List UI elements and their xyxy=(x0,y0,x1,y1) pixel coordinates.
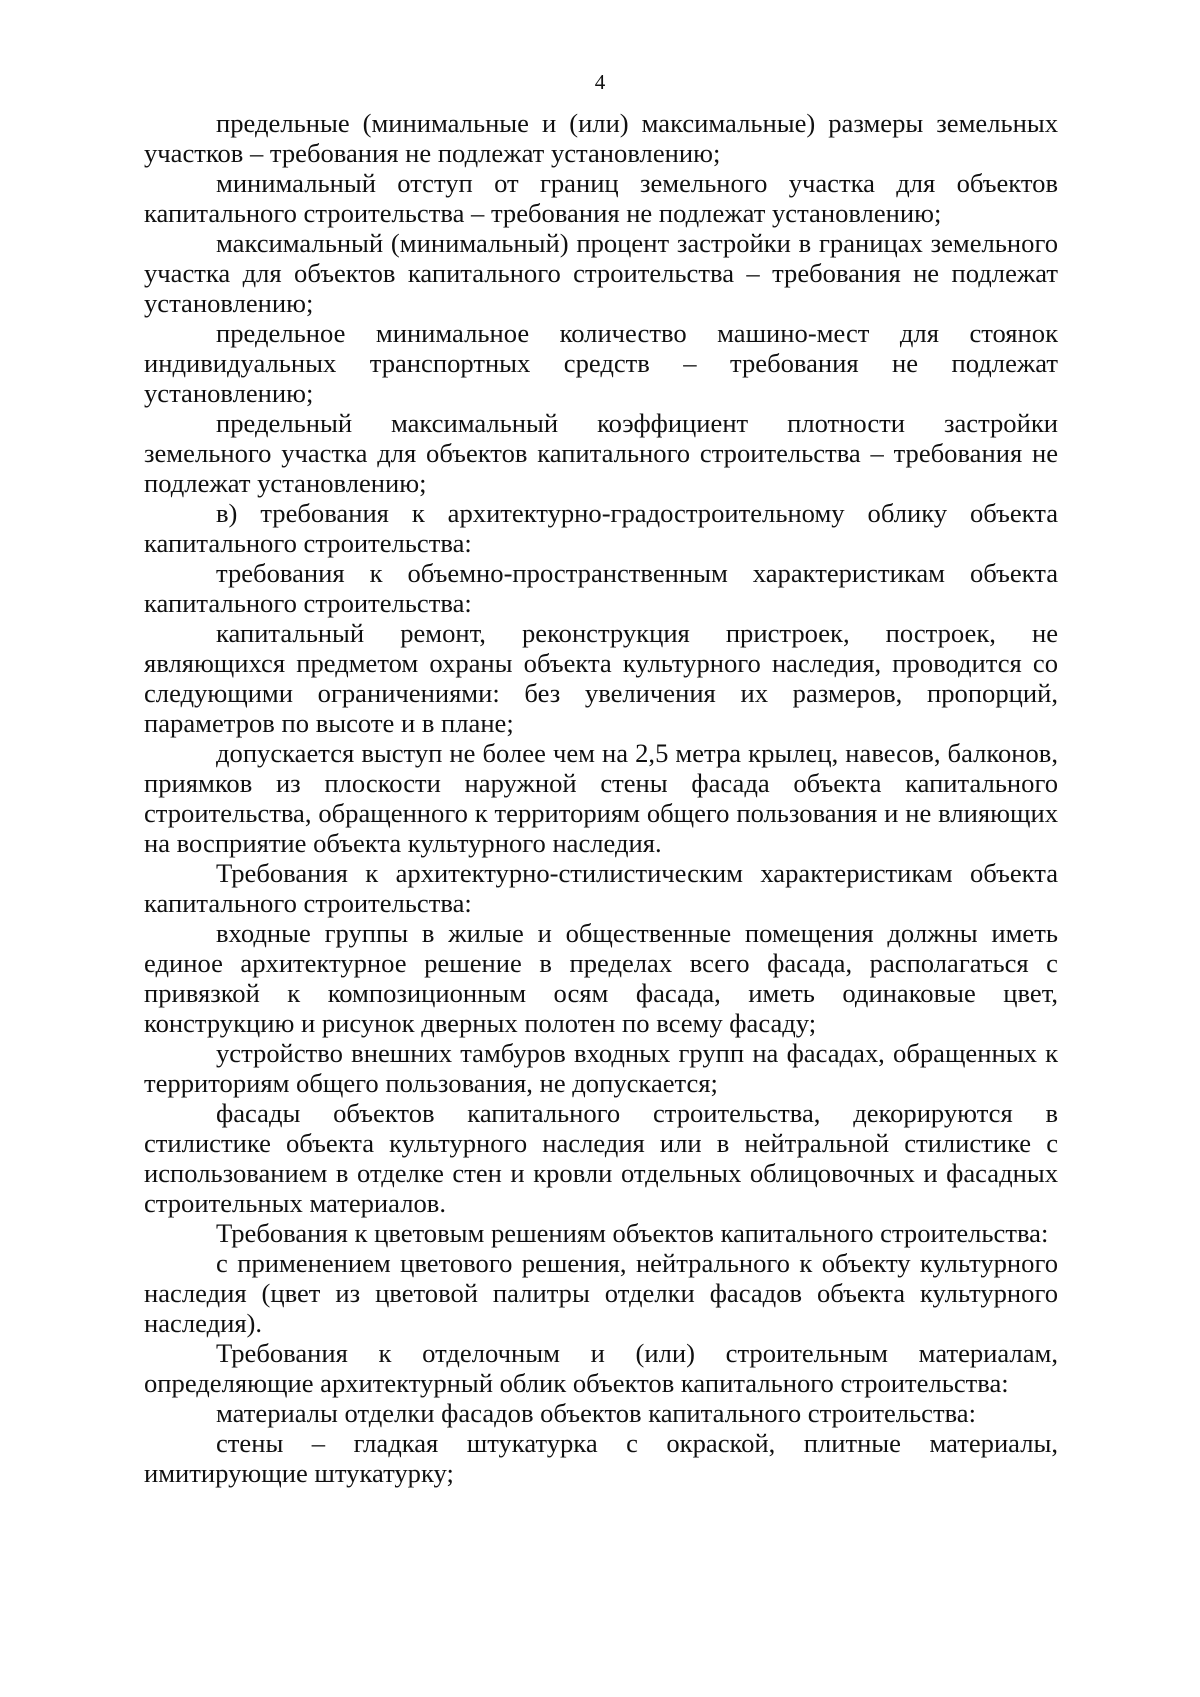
paragraph-build-percentage: максимальный (минимальный) процент застройки в границах земельного участка для объектов капитального строительства – требования не подлежат установлению; xyxy=(144,228,1058,318)
paragraph-volume-spatial: требования к объемно-пространственным характеристикам объекта капитального строительства: xyxy=(144,558,1058,618)
paragraph-land-plot-size: предельные (минимальные и (или) максимальные) размеры земельных участков – требования не подлежат установлению; xyxy=(144,108,1058,168)
paragraph-color-requirements: Требования к цветовым решениям объектов капитального строительства: xyxy=(216,1218,1049,1248)
paragraph-facade-materials: материалы отделки фасадов объектов капитального строительства: xyxy=(216,1398,976,1428)
paragraph-entrance-groups: входные группы в жилые и общественные помещения должны иметь единое архитектурное решение в пределах всего фасада, располагаться с привязкой к композиционным осям фасада, иметь одинаковые цвет, конструкцию и рисунок дверных полотен по всему фасаду; xyxy=(144,918,1058,1038)
paragraph-projection-allowance: допускается выступ не более чем на 2,5 метра крылец, навесов, балконов, приямков из плоскости наружной стены фасада объекта капитального строительства, обращенного к территориям общего пользования и не влияющих на восприятие объекта культурного наследия. xyxy=(144,738,1058,858)
paragraph-facade-decoration: фасады объектов капитального строительства, декорируются в стилистике объекта культурного наследия или в нейтральной стилистике с использованием в отделке стен и кровли отдельных облицовочных и фасадных строительных материалов. xyxy=(144,1098,1058,1218)
document-body xyxy=(144,108,1058,1488)
paragraph-neutral-color: с применением цветового решения, нейтрального к объекту культурного наследия (цвет из цветовой палитры отделки фасадов объекта культурного наследия). xyxy=(144,1248,1058,1338)
paragraph-vestibules: устройство внешних тамбуров входных групп на фасадах, обращенных к территориям общего пользования, не допускается; xyxy=(144,1038,1058,1098)
paragraph-density-coefficient: предельный максимальный коэффициент плотности застройки земельного участка для объектов капитального строительства – требования не подлежат установлению; xyxy=(144,408,1058,498)
page-number: 4 xyxy=(594,70,606,94)
paragraph-capital-repair: капитальный ремонт, реконструкция пристроек, построек, не являющихся предметом охраны объекта культурного наследия, проводится со следующими ограничениями: без увеличения их размеров, пропорций, параметров по высоте и в плане; xyxy=(144,618,1058,738)
paragraph-architectural-appearance: в) требования к архитектурно-градостроительному облику объекта капитального строительства: xyxy=(144,498,1058,558)
paragraph-min-setback: минимальный отступ от границ земельного участка для объектов капитального строительства – требования не подлежат установлению; xyxy=(144,168,1058,228)
paragraph-parking-spaces: предельное минимальное количество машино-мест для стоянок индивидуальных транспортных средств – требования не подлежат установлению; xyxy=(144,318,1058,408)
paragraph-walls: стены – гладкая штукатурка с окраской, плитные материалы, имитирующие штукатурку; xyxy=(144,1428,1058,1488)
paragraph-materials-requirements: Требования к отделочным и (или) строительным материалам, определяющие архитектурный облик объектов капитального строительства: xyxy=(144,1338,1058,1398)
paragraph-stylistic-requirements: Требования к архитектурно-стилистическим характеристикам объекта капитального строительства: xyxy=(144,858,1058,918)
